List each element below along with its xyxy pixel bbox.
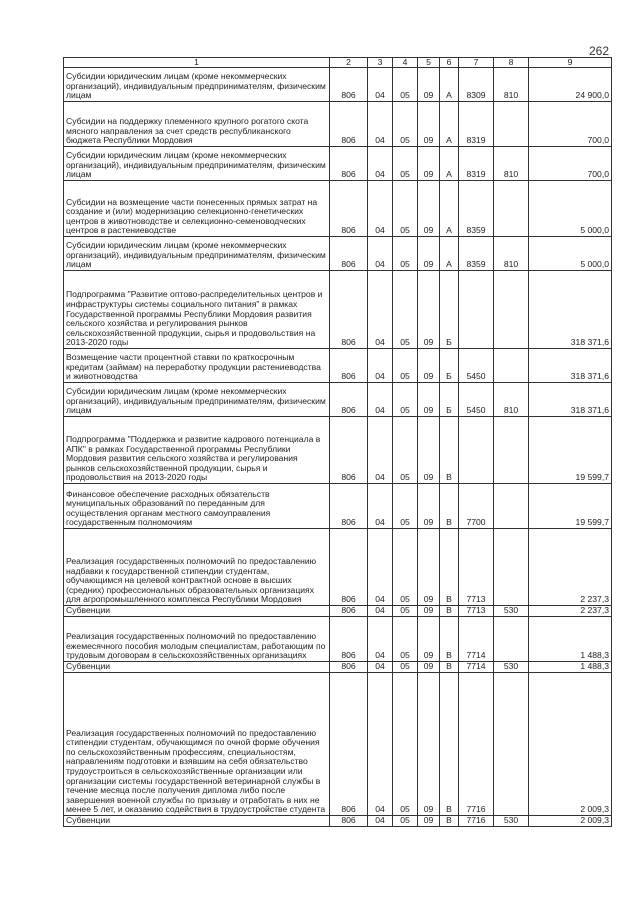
row-name: Реализация государственных полномочий по предоставлению стипендии студентам, обучающимся по очной форме обучения по сельскохозяйственным профессиям, специальностям, направлениям подготовки и взявшим на себя обязательство трудоустроиться в сельскохозяйственные организации или организации системы государственной ветеринарной службы в течение месяца после получения диплома либо после завершения военной службы по призыву и отработать в них не менее 5 лет, и оказанию содействия в трудоустройстве студента [64,673,330,816]
code-expense-type [494,271,529,349]
row-name: Возмещение части процентной ставки по краткосрочным кредитам (займам) на переработку продукции растениеводства и животноводства [64,349,330,383]
code-expense-type [494,181,529,237]
row-name: Субсидии юридическим лицам (кроме некоммерческих организаций), индивидуальным предпринимателям, физическим лицам [64,237,330,271]
row-name: Субсидии юридическим лицам (кроме некоммерческих организаций), индивидуальным предпринимателям, физическим лицам [64,68,330,102]
code-direction: 8359 [459,181,494,237]
code-subprogram: А [440,68,459,102]
row-name: Подпрограмма "Развитие оптово-распределительных центров и инфраструктуры системы социального питания" в рамках Государственной программы Республики Мордовия развития сельского хозяйства и регулирования рынков сельскохозяйственной продукции, сырья и продовольствия на 2013-2020 годы [64,271,330,349]
row-name: Реализация государственных полномочий по предоставлению надбавки к государственной стипендии студентам, обучающимся на целевой контрактной основе в высших (средних) профессиональных образовательных организациях для агропромышленного комплекса Республики Мордовия [64,529,330,606]
code-direction: 8359 [459,237,494,271]
code-subprogram: А [440,147,459,181]
header-col-7: 7 [459,58,494,68]
table-row [64,237,612,271]
code-subsection: 05 [393,181,418,237]
row-name: Подпрограмма "Поддержка и развитие кадрового потенциала в АПК" в рамках Государственной программы Республики Мордовия развития сельского хозяйства и регулирования рынков сельскохозяйственной продукции, сырья и продовольствия на 2013-2020 годы [64,417,330,484]
header-col-5: 5 [418,58,440,68]
code-subsection: 05 [393,529,418,606]
code-subsection: 05 [393,484,418,529]
row-name: Субсидии юридическим лицам (кроме некоммерческих организаций), индивидуальным предпринимателям, физическим лицам [64,383,330,417]
table-row [64,68,612,102]
row-name: Субвенции [64,816,330,827]
code-ministry: 806 [330,417,368,484]
code-subsection: 05 [393,606,418,617]
code-subsection: 05 [393,237,418,271]
code-direction: 8319 [459,102,494,147]
row-amount: 1 488,3 [529,662,612,673]
code-subprogram: Б [440,383,459,417]
code-subprogram: В [440,529,459,606]
code-ministry: 806 [330,271,368,349]
row-amount: 5 000,0 [529,237,612,271]
code-ministry: 806 [330,68,368,102]
page-number: 262 [589,44,610,58]
code-expense-type [494,617,529,662]
row-amount: 19 599,7 [529,484,612,529]
code-direction: 5450 [459,383,494,417]
row-name: Финансовое обеспечение расходных обязательств муниципальных образований по переданным для осуществления органам местного самоуправления государственным полномочиям [64,484,330,529]
code-expense-type [494,102,529,147]
code-direction: 8309 [459,68,494,102]
code-subsection: 05 [393,102,418,147]
header-col-3: 3 [368,58,393,68]
code-expense-type [494,673,529,816]
code-subprogram: А [440,181,459,237]
table-row [64,102,612,147]
code-direction: 7716 [459,673,494,816]
code-ministry: 806 [330,349,368,383]
code-section: 04 [368,617,393,662]
budget-table [63,57,612,827]
row-name: Субсидии на возмещение части понесенных прямых затрат на создание и (или) модернизацию селекционно-генетических центров в животноводстве и селекционно-семеноводческих центров в растениеводстве [64,181,330,237]
code-subsection: 05 [393,662,418,673]
code-subsection: 05 [393,417,418,484]
code-direction: 7716 [459,816,494,827]
code-direction: 7714 [459,617,494,662]
code-subsection: 05 [393,349,418,383]
code-program: 09 [418,617,440,662]
code-program: 09 [418,529,440,606]
code-program: 09 [418,147,440,181]
row-amount: 700,0 [529,147,612,181]
table-row [64,529,612,606]
code-direction: 5450 [459,349,494,383]
code-direction [459,417,494,484]
header-col-1: 1 [64,58,330,68]
header-col-8: 8 [494,58,529,68]
code-subsection: 05 [393,271,418,349]
header-col-4: 4 [393,58,418,68]
code-subprogram: Б [440,271,459,349]
code-ministry: 806 [330,816,368,827]
table-body [64,68,612,827]
code-ministry: 806 [330,147,368,181]
code-ministry: 806 [330,662,368,673]
code-program: 09 [418,484,440,529]
code-expense-type [494,349,529,383]
row-amount: 318 371,6 [529,349,612,383]
code-subprogram: В [440,617,459,662]
table-row [64,673,612,816]
code-ministry: 806 [330,484,368,529]
code-ministry: 806 [330,383,368,417]
code-program: 09 [418,102,440,147]
code-subprogram: В [440,417,459,484]
code-direction: 8319 [459,147,494,181]
code-program: 09 [418,662,440,673]
code-section: 04 [368,417,393,484]
code-subsection: 05 [393,617,418,662]
row-amount: 318 371,6 [529,383,612,417]
code-expense-type [494,417,529,484]
code-ministry: 806 [330,673,368,816]
row-amount: 2 237,3 [529,529,612,606]
code-section: 04 [368,68,393,102]
code-program: 09 [418,181,440,237]
code-subsection: 05 [393,816,418,827]
code-subsection: 05 [393,673,418,816]
row-amount: 2 237,3 [529,606,612,617]
code-expense-type: 810 [494,68,529,102]
code-direction: 7700 [459,484,494,529]
code-subprogram: В [440,606,459,617]
row-amount: 1 488,3 [529,617,612,662]
code-expense-type [494,484,529,529]
code-section: 04 [368,529,393,606]
table-row [64,271,612,349]
row-name: Реализация государственных полномочий по предоставлению ежемесячного пособия молодым специалистам, работающим по трудовым договорам в сельскохозяйственных организациях [64,617,330,662]
row-name: Субсидии юридическим лицам (кроме некоммерческих организаций), индивидуальным предпринимателям, физическим лицам [64,147,330,181]
code-subprogram: Б [440,349,459,383]
header-col-2: 2 [330,58,368,68]
code-subsection: 05 [393,68,418,102]
table-row [64,484,612,529]
code-direction: 7713 [459,606,494,617]
code-subsection: 05 [393,383,418,417]
row-name: Субвенции [64,606,330,617]
code-section: 04 [368,349,393,383]
code-section: 04 [368,237,393,271]
header-col-6: 6 [440,58,459,68]
table-row [64,181,612,237]
table-row [64,147,612,181]
code-ministry: 806 [330,181,368,237]
row-name: Субвенции [64,662,330,673]
table-row [64,349,612,383]
table-row [64,816,612,827]
code-expense-type: 530 [494,662,529,673]
row-amount: 5 000,0 [529,181,612,237]
header-col-9: 9 [529,58,612,68]
code-subprogram: А [440,237,459,271]
code-ministry: 806 [330,237,368,271]
code-subprogram: А [440,102,459,147]
row-amount: 2 009,3 [529,673,612,816]
row-name: Субсидии на поддержку племенного крупного рогатого скота мясного направления за счет средств республиканского бюджета Республики Мордовия [64,102,330,147]
code-subprogram: В [440,816,459,827]
table-row [64,617,612,662]
code-section: 04 [368,673,393,816]
table-row [64,417,612,484]
code-expense-type: 810 [494,147,529,181]
code-program: 09 [418,349,440,383]
code-section: 04 [368,102,393,147]
table-row [64,383,612,417]
code-direction: 7713 [459,529,494,606]
code-program: 09 [418,606,440,617]
row-amount: 19 599,7 [529,417,612,484]
table-row [64,662,612,673]
code-program: 09 [418,68,440,102]
code-program: 09 [418,271,440,349]
code-section: 04 [368,383,393,417]
code-ministry: 806 [330,606,368,617]
code-expense-type: 530 [494,816,529,827]
code-ministry: 806 [330,529,368,606]
table-header-row [64,58,612,68]
code-section: 04 [368,816,393,827]
code-program: 09 [418,417,440,484]
code-direction: 7714 [459,662,494,673]
code-program: 09 [418,816,440,827]
code-program: 09 [418,383,440,417]
code-expense-type [494,529,529,606]
row-amount: 24 900,0 [529,68,612,102]
code-ministry: 806 [330,617,368,662]
code-expense-type: 530 [494,606,529,617]
code-section: 04 [368,606,393,617]
code-subprogram: В [440,662,459,673]
row-amount: 2 009,3 [529,816,612,827]
code-section: 04 [368,271,393,349]
table-row [64,606,612,617]
code-expense-type: 810 [494,237,529,271]
code-ministry: 806 [330,102,368,147]
code-subprogram: В [440,673,459,816]
row-amount: 318 371,6 [529,271,612,349]
code-program: 09 [418,673,440,816]
code-subsection: 05 [393,147,418,181]
code-section: 04 [368,147,393,181]
code-subprogram: В [440,484,459,529]
code-expense-type: 810 [494,383,529,417]
code-direction [459,271,494,349]
code-section: 04 [368,181,393,237]
row-amount: 700,0 [529,102,612,147]
code-section: 04 [368,662,393,673]
code-program: 09 [418,237,440,271]
code-section: 04 [368,484,393,529]
